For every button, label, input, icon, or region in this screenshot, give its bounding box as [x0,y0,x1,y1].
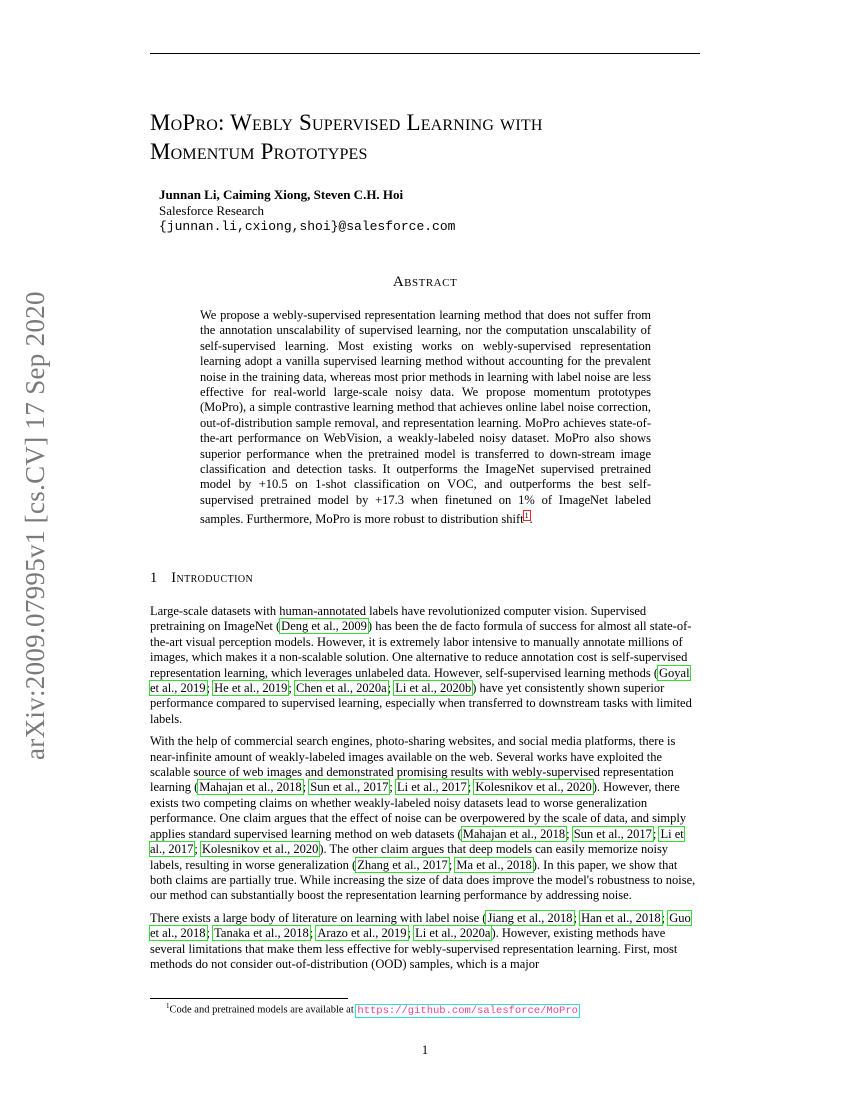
body-text [150,604,700,979]
affiliation: Salesforce Research [159,203,265,218]
title-line-1: MoPro: Webly Supervised Learning with [150,110,543,135]
citation-link[interactable]: Goyal et al., 2019 [150,665,690,696]
citation-link[interactable]: He et al., 2019 [214,681,288,696]
section-title: Introduction [171,570,254,586]
footnote-text: Code and pretrained models are available at [169,1004,357,1016]
citation-link[interactable]: Sun et al., 2017 [573,826,652,841]
citation-link[interactable]: Li et al., 2020b [395,681,472,696]
text-run: ) have yet consistently shown superior performance compared to supervised learning, especially when transferred to downstream tasks with limited labels. [150,681,692,726]
citation-link[interactable]: Li et al., 2020a [415,926,491,941]
citation-link[interactable]: Sun et al., 2017 [310,780,389,795]
arxiv-identifier: arXiv:2009.07995v1 [cs.CV] 17 Sep 2020 [20,291,50,760]
text-run: ). The other claim argues that deep models can easily memorize noisy labels, resulting in worse generalization ( [150,842,669,872]
paragraph-3: There exists a large body of literature on learning with label noise (Jiang et al., 2018; Han et al., 2018; Guo et al., 2018; Tanaka et al., 2018; Arazo et al., 2019; Li et al., 2020a). However, existing methods have several limitations that make them less effective for webly-supervised representation learning. First, most methods do not consider out-of-distribution (OOD) samples, which is a major [150,910,691,971]
citation-link[interactable]: Chen et al., 2020a [296,681,387,696]
citation-link[interactable]: Li et al., 2017 [397,780,467,795]
citation-link[interactable]: Zhang et al., 2017 [357,857,448,872]
citation-link[interactable]: Arazo et al., 2019 [317,926,407,941]
author-email: {junnan.li,cxiong,shoi}@salesforce.com [159,219,456,234]
text-run: With the help of commercial search engines, photo-sharing websites, and social media platforms, there is near-infinite amount of weakly-labeled images available on the web. Several works have exploited the scalable source of web images and demonstrated promising results with webly-supervised representation learning ( [150,734,676,795]
paragraph-2: With the help of commercial search engines, photo-sharing websites, and social media platforms, there is near-infinite amount of weakly-labeled images available on the web. Several works have exploited the scalable source of web images and demonstrated promising results with webly-supervised representation learning (Mahajan et al., 2018; Sun et al., 2017; Li et al., 2017; Kolesnikov et al., 2020). However, there exists two competing claims on whether weakly-labeled noisy datasets lead to worse generalization performance. One claim argues that the effect of noise can be overpowered by the scale of data, and simply applies standard supervised learning method on web datasets (Mahajan et al., 2018; Sun et al., 2017; Li et al., 2017; Kolesnikov et al., 2020). The other claim argues that deep models can easily memorize noisy labels, resulting in worse generalization (Zhang et al., 2017; Ma et al., 2018). In this paper, we show that both claims are partially true. While increasing the size of data does improve the model's robustness to noise, our method can substantially boost the representation learning performance by addressing noise. [150,734,696,903]
title-line-2: Momentum Prototypes [150,139,368,164]
text-run: ) has been the de facto formula of success for almost all state-of-the-art visual perception models. However, it is extremely labor intensive to manually annotate millions of images, which makes it a non-scalable solution. One alternative to reduce annotation cost is self-supervised representation learning, which leverages unlabeled data. However, self-supervised learning methods ( [150,619,692,680]
footnote-ref-link[interactable]: 1 [524,511,529,521]
citation-link[interactable]: Deng et al., 2009 [281,619,367,634]
citation-link[interactable]: Han et al., 2018 [581,910,661,925]
page-number: 1 [421,1043,429,1057]
section-heading [150,570,253,587]
top-rule [150,53,700,54]
citation-link[interactable]: Jiang et al., 2018 [487,910,573,925]
abstract-heading: Abstract [392,274,458,290]
citation-link[interactable]: Tanaka et al., 2018 [214,926,309,941]
footnote-mark: 1 [166,1002,170,1010]
citation-link[interactable]: Guo et al., 2018 [150,910,691,941]
text-run: ). However, there exists two competing claims on whether weakly-labeled noisy datasets lead to worse generalization performance. One claim argues that the effect of noise can be overpowered by the scale of data, and simply applies standard supervised learning method on web datasets ( [150,780,687,841]
citation-link[interactable]: Mahajan et al., 2018 [199,780,302,795]
section-number: 1 [150,570,158,586]
authors: Junnan Li, Caiming Xiong, Steven C.H. Hoi [159,187,404,202]
footnote [166,1002,579,1017]
text-run: ). In this paper, we show that both claims are partially true. While increasing the size of data does improve the model's robustness to noise, our method can substantially boost the representation learning performance by addressing noise. [150,857,696,903]
text-run: Large-scale datasets with human-annotated labels have revolutionized computer vision. Supervised pretraining on ImageNet ( [150,604,647,634]
paragraph-1: Large-scale datasets with human-annotated labels have revolutionized computer vision. Supervised pretraining on ImageNet (Deng et al., 2009) has been the de facto formula of success for almost all state-of-the-art visual perception models. However, it is extremely labor intensive to manually annotate millions of images, which makes it a non-scalable solution. One alternative to reduce annotation cost is self-supervised representation learning, which leverages unlabeled data. However, self-supervised learning methods (Goyal et al., 2019; He et al., 2019; Chen et al., 2020a; Li et al., 2020b) have yet consistently shown superior performance compared to supervised learning, especially when transferred to downstream tasks with limited labels. [150,604,692,726]
citation-link[interactable]: Kolesnikov et al., 2020 [202,842,319,857]
citation-link[interactable]: Ma et al., 2018 [456,857,532,872]
text-run: There exists a large body of literature on learning with label noise ( [150,910,487,925]
footnote-rule [150,998,348,999]
abstract: We propose a webly-supervised representation learning method that does not suffer from the annotation unscalability of supervised learning, nor the computation unscalability of self-supervised learning. Most existing works on webly-supervised representation learning adopt a vanilla supervised learning method without accounting for the prevalent noise in the training data, whereas most prior methods in learning with label noise are less effective for real-world large-scale noisy data. We propose momentum prototypes (MoPro), a simple contrastive learning method that achieves online label noise correction, out-of-distribution sample removal, and representation learning. MoPro achieves state-of-the-art performance on WebVision, a weakly-labeled noisy dataset. MoPro also shows superior performance when the pretrained model is transferred to down-stream image classification and detection tasks. It outperforms the ImageNet supervised pretrained model by +10.5 on 1-shot classification on VOC, and outperforms the best self-supervised pretrained model by +17.3 when finetuned on 1% of ImageNet labeled samples. Furthermore, MoPro is more robust to distribution shift$^1$. [200,308,651,527]
citation-link[interactable]: Mahajan et al., 2018 [462,826,566,841]
paper-title [150,108,710,166]
citation-link[interactable]: Li et al., 2017 [150,826,684,857]
abstract-text: We propose a webly-supervised representation learning method that does not suffer from the annotation unscalability of supervised learning, nor the computation unscalability of self-supervised learning. Most existing works on webly-supervised representation learning adopt a vanilla supervised learning method without accounting for the prevalent noise in the training data, whereas most prior methods in learning with label noise are less effective for real-world large-scale noisy data. We propose momentum prototypes (MoPro), a simple contrastive learning method that achieves online label noise correction, out-of-distribution sample removal, and representation learning. MoPro achieves state-of-the-art performance on WebVision, a weakly-labeled noisy dataset. MoPro also shows superior performance when the pretrained model is transferred to down-stream image classification and detection tasks. It outperforms the ImageNet supervised pretrained model by +10.5 on 1-shot classification on VOC, and outperforms the best self-supervised pretrained model by +17.3 when finetuned on 1% of ImageNet labeled samples. Furthermore, MoPro is more robust to distribution shift [200,308,651,527]
citation-link[interactable]: Kolesnikov et al., 2020 [475,780,592,795]
text-run: ). However, existing methods have several limitations that make them less effective for webly-supervised representation learning. First, most methods do not consider out-of-distribution (OOD) samples, which is a major [150,926,678,971]
code-url-link[interactable]: https://github.com/salesforce/MoPro [357,1004,578,1017]
